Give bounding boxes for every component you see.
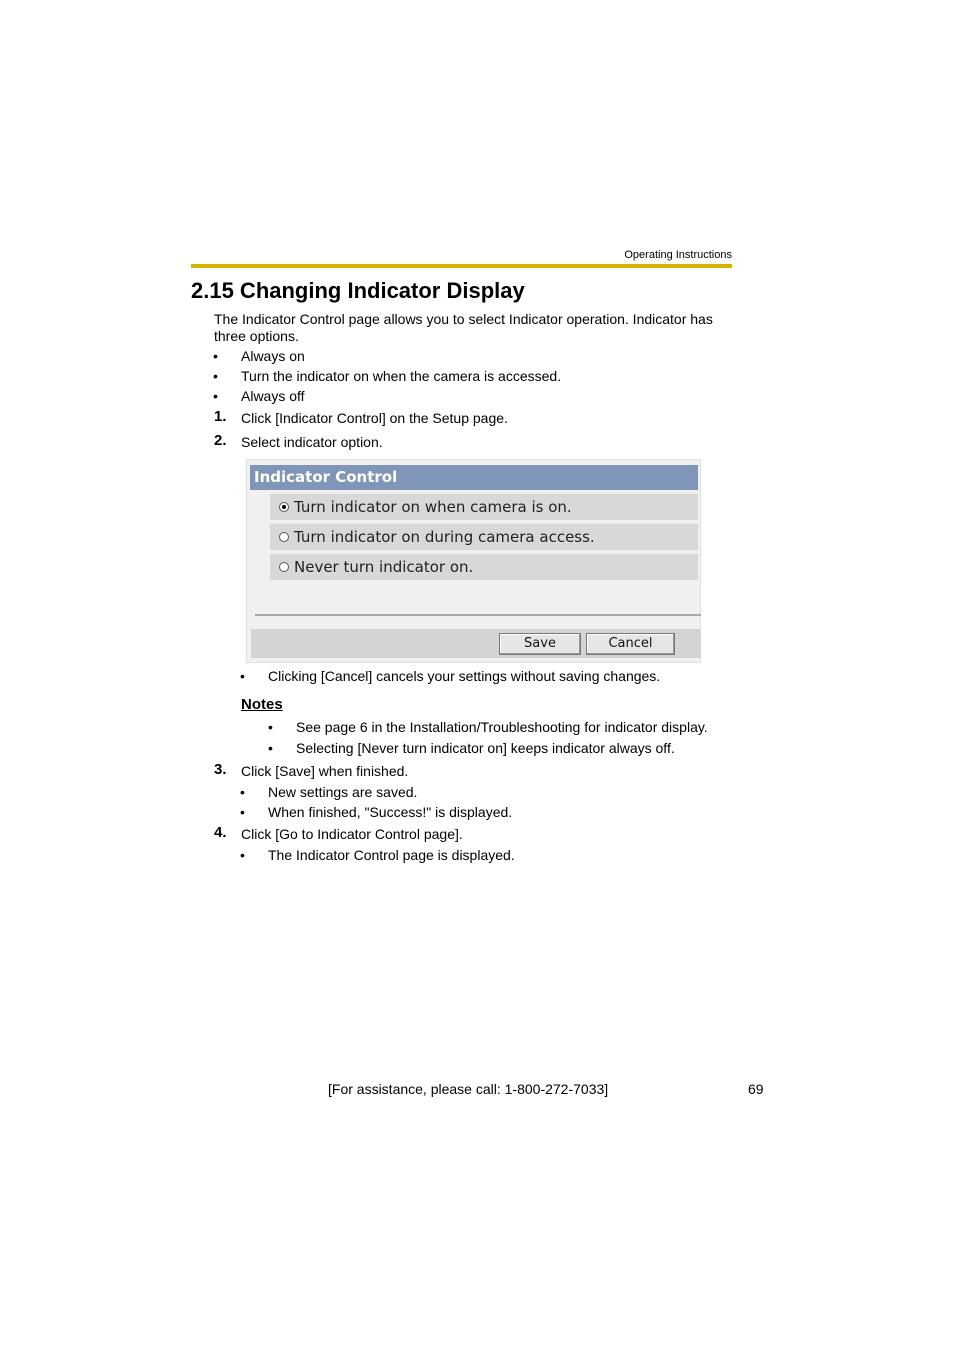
step-text: Select indicator option. (241, 434, 383, 450)
radio-unselected-icon[interactable] (279, 562, 289, 572)
footer-assistance: [For assistance, please call: 1-800-272-7033] (328, 1081, 609, 1097)
bullet-marker: • (213, 388, 218, 404)
radio-unselected-icon[interactable] (279, 532, 289, 542)
bullet-marker: • (240, 847, 245, 863)
bullet-marker: • (240, 668, 245, 684)
cancel-button[interactable]: Cancel (586, 633, 675, 655)
list-item: The Indicator Control page is displayed. (268, 847, 515, 863)
step-text: Click [Go to Indicator Control page]. (241, 826, 463, 842)
note-item: Selecting [Never turn indicator on] keeps indicator always off. (296, 740, 675, 756)
step-number: 3. (214, 761, 227, 778)
bullet-marker: • (240, 784, 245, 800)
cancel-note: Clicking [Cancel] cancels your settings without saving changes. (268, 668, 661, 684)
radio-option-always-on[interactable] (270, 493, 698, 520)
notes-heading: Notes (241, 696, 283, 713)
bullet-marker: • (268, 719, 273, 735)
step-text: Click [Save] when finished. (241, 763, 409, 779)
header-rule (191, 264, 732, 268)
radio-option-during-access[interactable] (270, 523, 698, 550)
radio-label: Turn indicator on when camera is on. (294, 498, 572, 516)
note-item: See page 6 in the Installation/Troubleshooting for indicator display. (296, 719, 708, 735)
panel-title: Indicator Control (250, 465, 698, 490)
running-header: Operating Instructions (624, 249, 732, 261)
step-text: Click [Indicator Control] on the Setup page. (241, 410, 508, 426)
list-item: Always on (241, 348, 305, 364)
page-number: 69 (748, 1081, 764, 1097)
panel-divider (255, 614, 701, 616)
intro-line-1: The Indicator Control page allows you to select Indicator operation. Indicator has (214, 311, 713, 327)
bullet-marker: • (240, 804, 245, 820)
button-bar (251, 629, 701, 658)
radio-option-never[interactable] (270, 553, 698, 580)
radio-selected-icon[interactable] (279, 502, 289, 512)
list-item: Turn the indicator on when the camera is accessed. (241, 368, 562, 384)
section-title: 2.15 Changing Indicator Display (191, 278, 525, 303)
step-number: 2. (214, 432, 227, 449)
bullet-marker: • (213, 368, 218, 384)
list-item: New settings are saved. (268, 784, 418, 800)
intro-line-2: three options. (214, 328, 299, 344)
list-item: When finished, "Success!" is displayed. (268, 804, 513, 820)
radio-label: Never turn indicator on. (294, 558, 474, 576)
list-item: Always off (241, 388, 305, 404)
radio-label: Turn indicator on during camera access. (294, 528, 595, 546)
save-button[interactable]: Save (499, 633, 581, 655)
bullet-marker: • (213, 348, 218, 364)
bullet-marker: • (268, 740, 273, 756)
step-number: 1. (214, 408, 227, 425)
step-number: 4. (214, 824, 227, 841)
indicator-control-panel (246, 459, 701, 663)
